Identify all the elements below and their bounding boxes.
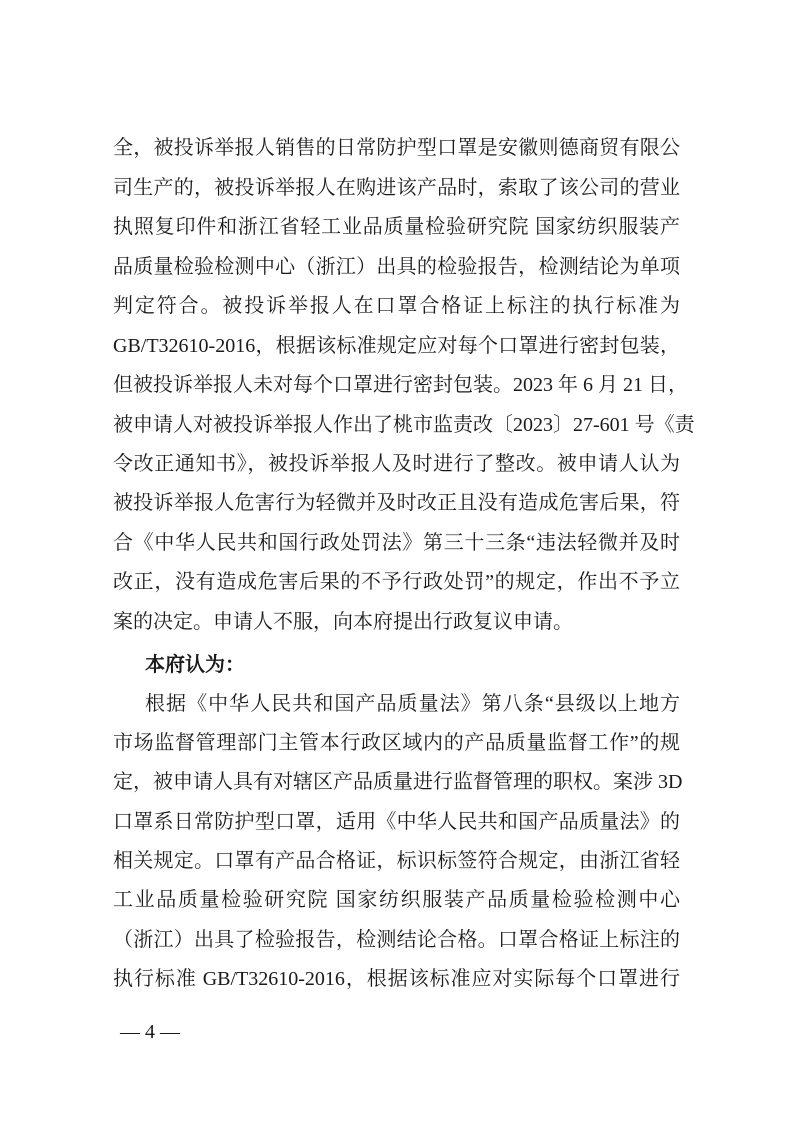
text-line: 合《中华人民共和国行政处罚法》第三十三条“违法轻微并及时 [113,532,680,554]
text-line: 执照复印件和浙江省轻工业品质量检验研究院 国家纺织服装产 [113,216,680,238]
text-line: 定，被申请人具有对辖区产品质量进行监督管理的职权。案涉 3D [113,771,683,793]
text-line: 改正，没有造成危害后果的不予行政处罚”的规定，作出不予立 [113,571,680,593]
text-line: （浙江）出具了检验报告，检测结论合格。口罩合格证上标注的 [113,929,680,951]
text-line: GB/T32610-2016，根据该标准规定应对每个口罩进行密封包装， [113,335,680,357]
text-line: 工业品质量检验研究院 国家纺织服装产品质量检验检测中心 [113,889,680,911]
text-line: 令改正通知书》，被投诉举报人及时进行了整改。被申请人认为 [113,453,680,475]
text-line: 司生产的，被投诉举报人在购进该产品时，索取了该公司的营业 [113,177,680,199]
text-line: 案的决定。申请人不服，向本府提出行政复议申请。 [113,611,573,633]
text-line: 市场监督管理部门主管本行政区域内的产品质量监督工作”的规 [113,732,680,754]
text-line: 执行标准 GB/T32610-2016，根据该标准应对实际每个口罩进行 [113,968,680,990]
text-line: 根据《中华人民共和国产品质量法》第八条“县级以上地方 [145,693,680,715]
text-line: 口罩系日常防护型口罩，适用《中华人民共和国产品质量法》的 [113,811,680,833]
text-line: 但被投诉举报人未对每个口罩进行密封包装。2023 年 6 月 21 日， [113,374,688,396]
text-line: 被申请人对被投诉举报人作出了桃市监责改〔2023〕27-601 号《责 [113,414,695,436]
text-line: 被投诉举报人危害行为轻微并及时改正且没有造成危害后果，符 [113,492,680,514]
text-line: 判定符合。被投诉举报人在口罩合格证上标注的执行标准为 [113,295,680,317]
section-heading: 本府认为： [145,652,245,676]
text-line: 相关规定。口罩有产品合格证，标识标签符合规定，由浙江省轻 [113,850,680,872]
text-line: 品质量检验检测中心（浙江）出具的检验报告，检测结论为单项 [113,256,680,278]
page-number: — 4 — [120,1021,180,1043]
text-line: 全，被投诉举报人销售的日常防护型口罩是安徽则德商贸有限公 [113,137,680,159]
